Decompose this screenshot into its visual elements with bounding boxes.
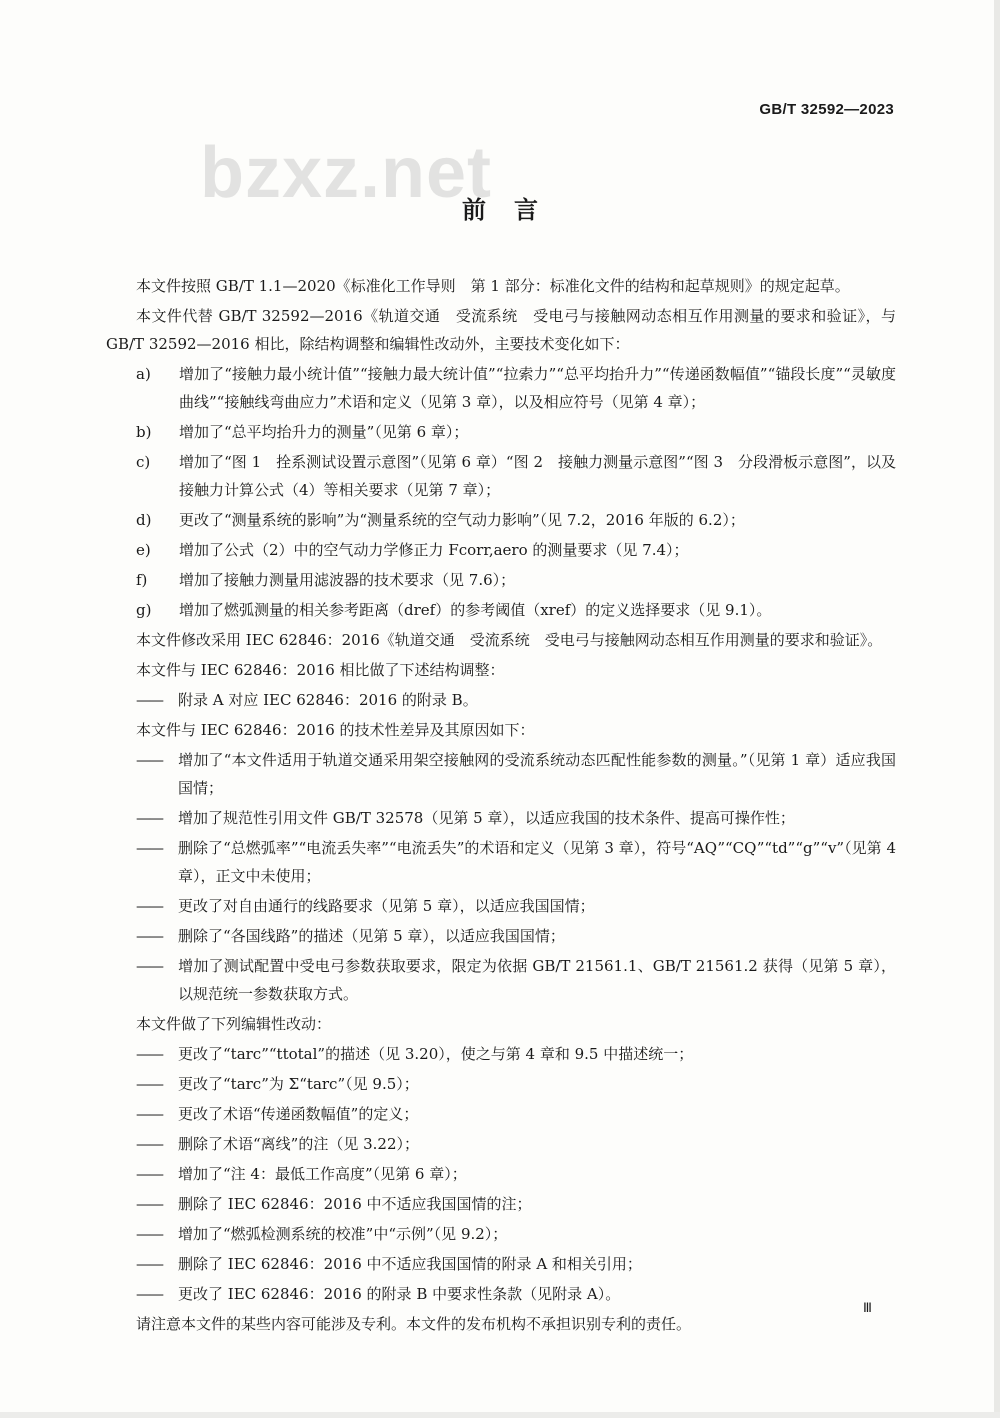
dash-item	[106, 1220, 896, 1248]
dash-marker: ——	[136, 897, 162, 915]
list-item-text: 更改了“测量系统的影响”为“测量系统的空气动力影响”（见 7.2，2016 年版的 6.2）；	[179, 511, 745, 529]
page-title: 前言	[462, 195, 566, 224]
dash-item	[106, 1130, 896, 1158]
dash-marker: ——	[136, 1135, 162, 1153]
paragraph: 本文件代替 GB/T 32592—2016《轨道交通 受流系统 受电弓与接触网动态相互作用测量的要求和验证》，与 GB/T 32592—2016 相比，除结构调整和编辑性改动外，主要技术变化如下：	[106, 307, 896, 353]
dash-item-text: 删除了“各国线路”的描述（见第 5 章），以适应我国国情；	[178, 927, 565, 945]
paragraph: 本文件修改采用 IEC 62846：2016《轨道交通 受流系统 受电弓与接触网动态相互作用测量的要求和验证》。	[136, 631, 883, 649]
dash-item	[106, 1160, 896, 1188]
dash-item	[106, 1100, 896, 1128]
list-item	[106, 536, 896, 564]
dash-item	[106, 746, 896, 802]
list-item-text: 增加了公式（2）中的空气动力学修正力 Fcorr,aero 的测量要求（见 7.4）；	[179, 541, 689, 559]
dash-marker: ——	[136, 1045, 162, 1063]
dash-marker: ——	[136, 1225, 162, 1243]
dash-item-text: 更改了“tarc”为 Σ“tarc”（见 9.5）；	[178, 1075, 419, 1093]
dash-item-text: 附录 A 对应 IEC 62846：2016 的附录 B。	[178, 691, 478, 709]
dash-item-text: 更改了术语“传递函数幅值”的定义；	[178, 1105, 419, 1123]
dash-item-text: 增加了“本文件适用于轨道交通采用架空接触网的受流系统动态匹配性能参数的测量。”（见第 1 章）适应我国国情；	[178, 751, 896, 797]
list-item	[106, 566, 896, 594]
paragraph: 请注意本文件的某些内容可能涉及专利。本文件的发布机构不承担识别专利的责任。	[136, 1315, 692, 1333]
paragraph: 本文件与 IEC 62846：2016 相比做了下述结构调整：	[136, 661, 505, 679]
dash-marker: ——	[136, 839, 162, 857]
list-item	[106, 596, 896, 624]
list-item	[106, 418, 896, 446]
dash-marker: ——	[136, 1285, 162, 1303]
dash-marker: ——	[136, 1195, 162, 1213]
dash-item-text: 删除了术语“离线”的注（见 3.22）；	[178, 1135, 420, 1153]
list-marker: g)	[136, 601, 152, 619]
list-item-text: 增加了“总平均抬升力的测量”（见第 6 章）；	[179, 423, 469, 441]
dash-marker: ——	[136, 751, 162, 769]
paragraph: 本文件按照 GB/T 1.1—2020《标准化工作导则 第 1 部分：标准化文件的结构和起草规则》的规定起草。	[136, 277, 850, 295]
dash-item	[106, 1280, 896, 1308]
dash-item	[106, 1250, 896, 1278]
dash-marker: ——	[136, 1165, 162, 1183]
dash-marker: ——	[136, 1075, 162, 1093]
list-item-text: 增加了燃弧测量的相关参考距离（dref）的参考阈值（xref）的定义选择要求（见 9.1）。	[179, 601, 772, 619]
dash-item-text: 删除了 IEC 62846：2016 中不适应我国国情的附录 A 和相关引用；	[178, 1255, 642, 1273]
dash-item	[106, 922, 896, 950]
dash-item	[106, 1070, 896, 1098]
dash-item	[106, 686, 896, 714]
dash-marker: ——	[136, 927, 162, 945]
list-item	[106, 448, 896, 504]
document-body	[106, 272, 896, 1340]
list-marker: a)	[136, 365, 151, 383]
list-marker: f)	[136, 571, 148, 589]
dash-marker: ——	[136, 691, 162, 709]
list-marker: b)	[136, 423, 152, 441]
dash-item-text: 更改了“tarc”“ttotal”的描述（见 3.20），使之与第 4 章和 9.5 中描述统一；	[178, 1045, 694, 1063]
dash-item	[106, 892, 896, 920]
dash-item-text: 增加了规范性引用文件 GB/T 32578（见第 5 章），以适应我国的技术条件、提高可操作性；	[178, 809, 795, 827]
dash-item	[106, 1190, 896, 1218]
page-edge	[0, 1412, 1000, 1418]
dash-item-text: 更改了 IEC 62846：2016 的附录 B 中要求性条款（见附录 A）。	[178, 1285, 621, 1303]
dash-item-text: 增加了测试配置中受电弓参数获取要求，限定为依据 GB/T 21561.1、GB/T 21561.2 获得（见第 5 章），以规范统一参数获取方式。	[178, 957, 896, 1003]
list-marker: e)	[136, 541, 151, 559]
list-item-text: 增加了接触力测量用滤波器的技术要求（见 7.6）；	[179, 571, 516, 589]
list-item-text: 增加了“图 1 拴系测试设置示意图”（见第 6 章）“图 2 接触力测量示意图”“图 3 分段滑板示意图”，以及接触力计算公式（4）等相关要求（见第 7 章）；	[179, 453, 896, 499]
dash-item-text: 增加了“注 4：最低工作高度”（见第 6 章）；	[178, 1165, 467, 1183]
dash-marker: ——	[136, 1255, 162, 1273]
dash-item-text: 更改了对自由通行的线路要求（见第 5 章），以适应我国国情；	[178, 897, 595, 915]
dash-marker: ——	[136, 1105, 162, 1123]
dash-item	[106, 1040, 896, 1068]
dash-item-text: 增加了“燃弧检测系统的校准”中“示例”（见 9.2）；	[178, 1225, 508, 1243]
dash-item	[106, 804, 896, 832]
list-marker: d)	[136, 511, 152, 529]
watermark: bzxz.net	[200, 133, 493, 213]
dash-item	[106, 952, 896, 1008]
dash-item-text: 删除了 IEC 62846：2016 中不适应我国国情的注；	[178, 1195, 532, 1213]
list-item	[106, 360, 896, 416]
standard-number: GB/T 32592—2023	[759, 101, 894, 118]
list-marker: c)	[136, 453, 151, 471]
dash-item-text: 删除了“总燃弧率”“电流丢失率”“电流丢失”的术语和定义（见第 3 章），符号“AQ”“CQ”“td”“g”“v”（见第 4 章），正文中未使用；	[178, 839, 896, 885]
dash-marker: ——	[136, 957, 162, 975]
paragraph: 本文件做了下列编辑性改动：	[136, 1015, 332, 1033]
page-number: Ⅲ	[863, 1300, 872, 1315]
dash-item	[106, 834, 896, 890]
list-item-text: 增加了“接触力最小统计值”“接触力最大统计值”“拉索力”“总平均抬升力”“传递函数幅值”“锚段长度”“灵敏度曲线”“接触线弯曲应力”术语和定义（见第 3 章），以及相应符号（见第 4 章）；	[179, 365, 896, 411]
paragraph: 本文件与 IEC 62846：2016 的技术性差异及其原因如下：	[136, 721, 535, 739]
list-item	[106, 506, 896, 534]
dash-marker: ——	[136, 809, 162, 827]
